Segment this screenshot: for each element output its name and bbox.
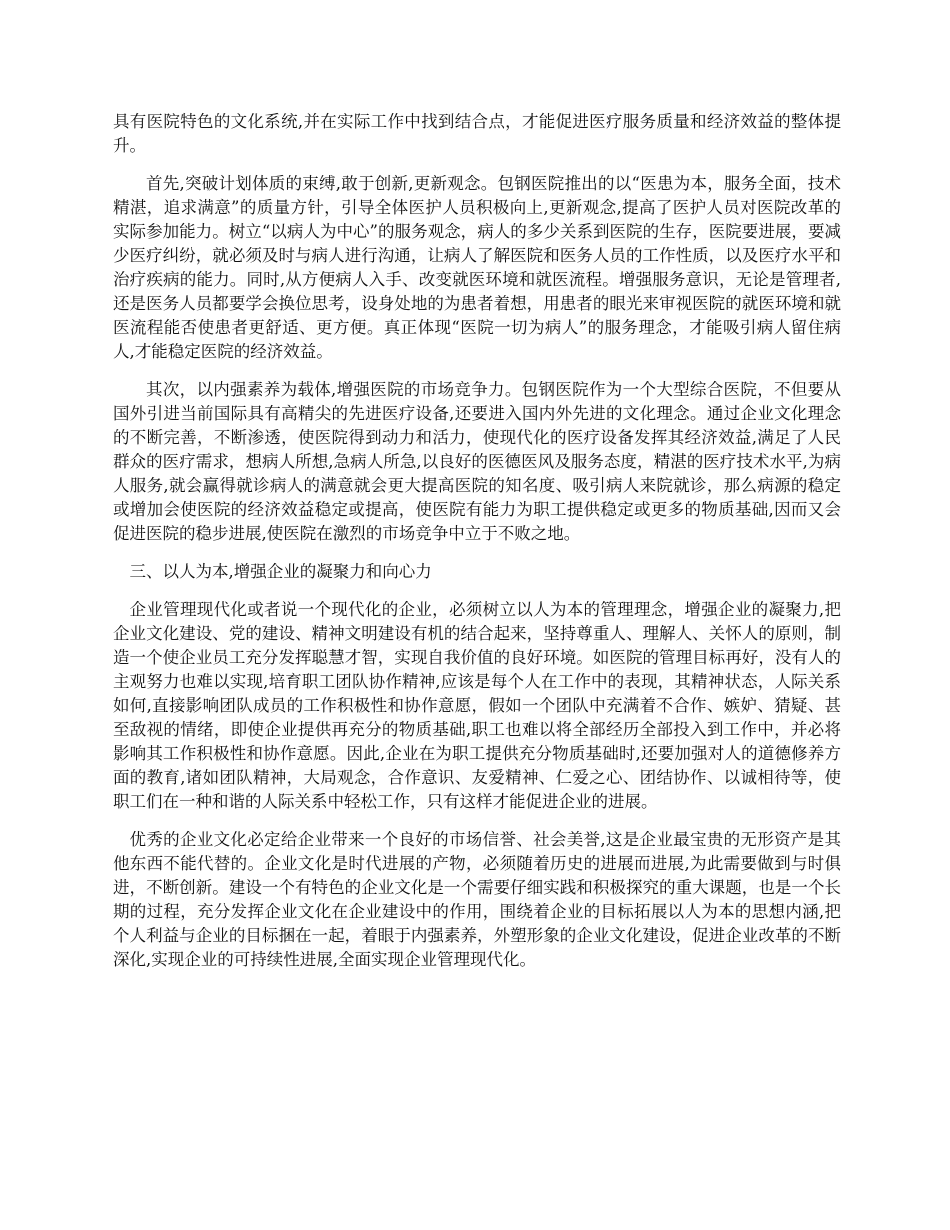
paragraph-conclusion: 优秀的企业文化必定给企业带来一个良好的市场信誉、社会美誉,这是企业最宝贵的无形资产是其他东西不能代替的。企业文化是时代进展的产物，必须随着历史的进展而进展,为此需要做到与时俱进，不断创新。建设一个有特色的企业文化是一个需要仔细实践和积极探究的重大课题，也是一个长期的过程，充分发挥企业文化在企业建设中的作用，围绕着企业的目标拓展以人为本的思想内涵,把个人利益与企业的目标捆在一起，着眼于内强素养，外塑形象的企业文化建设，促进企业改革的不断深化,实现企业的可持续性进展,全面实现企业管理现代化。 bbox=[113, 830, 841, 969]
paragraph-intro: 具有医院特色的文化系统,并在实际工作中找到结合点，才能促进医疗服务质量和经济效益的整体提升。 bbox=[113, 112, 841, 155]
section-heading: 三、以人为本,增强企业的凝聚力和向心力 bbox=[129, 562, 432, 581]
paragraph-people-oriented: 企业管理现代化或者说一个现代化的企业，必须树立以人为本的管理理念，增强企业的凝聚力,把企业文化建设、党的建设、精神文明建设有机的结合起来，坚持尊重人、理解人、关怀人的原则，制造一个使企业员工充分发挥聪慧才智，实现自我价值的良好环境。如医院的管理目标再好，没有人的主观努力也难以实现,培育职工团队协作精神,应该是每个人在工作中的表现，其精神状态，人际关系如何,直接影响团队成员的工作积极性和协作意愿，假如一个团队中充满着不合作、嫉妒、猜疑、甚至敌视的情绪，即使企业提供再充分的物质基础,职工也难以将全部经历全部投入到工作中，并必将影响其工作积极性和协作意愿。因此,企业在为职工提供充分物质基础时,还要加强对人的道德修养方面的教育,诸如团队精神，大局观念，合作意识、友爱精神、仁爱之心、团结协作、以诚相待等，使职工们在一种和谐的人际关系中轻松工作，只有这样才能促进企业的进展。 bbox=[113, 600, 841, 811]
paragraph-first-point: 首先,突破计划体质的束缚,敢于创新,更新观念。包钢医院推出的以“医患为本，服务全面，技术精湛，追求满意”的质量方针，引导全体医护人员积极向上,更新观念,提高了医护人员对医院改革的实际参加能力。树立“以病人为中心”的服务观念，病人的多少关系到医院的生存，医院要进展，要减少医疗纠纷，就必须及时与病人进行沟通，让病人了解医院和医务人员的工作性质，以及医疗水平和治疗疾病的能力。同时,从方便病人入手、改变就医环境和就医流程。增强服务意识，无论是管理者,还是医务人员都要学会换位思考，设身处地的为患者着想，用患者的眼光来审视医院的就医环境和就医流程能否使患者更舒适、更方便。真正体现“医院一切为病人”的服务理念，才能吸引病人留住病人,才能稳定医院的经济效益。 bbox=[113, 174, 841, 361]
document-page bbox=[113, 110, 841, 972]
paragraph-second-point: 其次，以内强素养为载体,增强医院的市场竞争力。包钢医院作为一个大型综合医院，不但要从国外引进当前国际具有高精尖的先进医疗设备,还要进入国内外先进的文化理念。通过企业文化理念的不断完善，不断渗透，使医院得到动力和活力，使现代化的医疗设备发挥其经济效益,满足了人民群众的医疗需求，想病人所想,急病人所急,以良好的医德医风及服务态度，精湛的医疗技术水平,为病人服务,就会赢得就诊病人的满意就会更大提高医院的知名度、吸引病人来院就诊，那么病源的稳定或增加会使医院的经济效益稳定或提高，使医院有能力为职工提供稳定或更多的物质基础,因而又会促进医院的稳步进展,使医院在激烈的市场竞争中立于不败之地。 bbox=[113, 380, 841, 543]
